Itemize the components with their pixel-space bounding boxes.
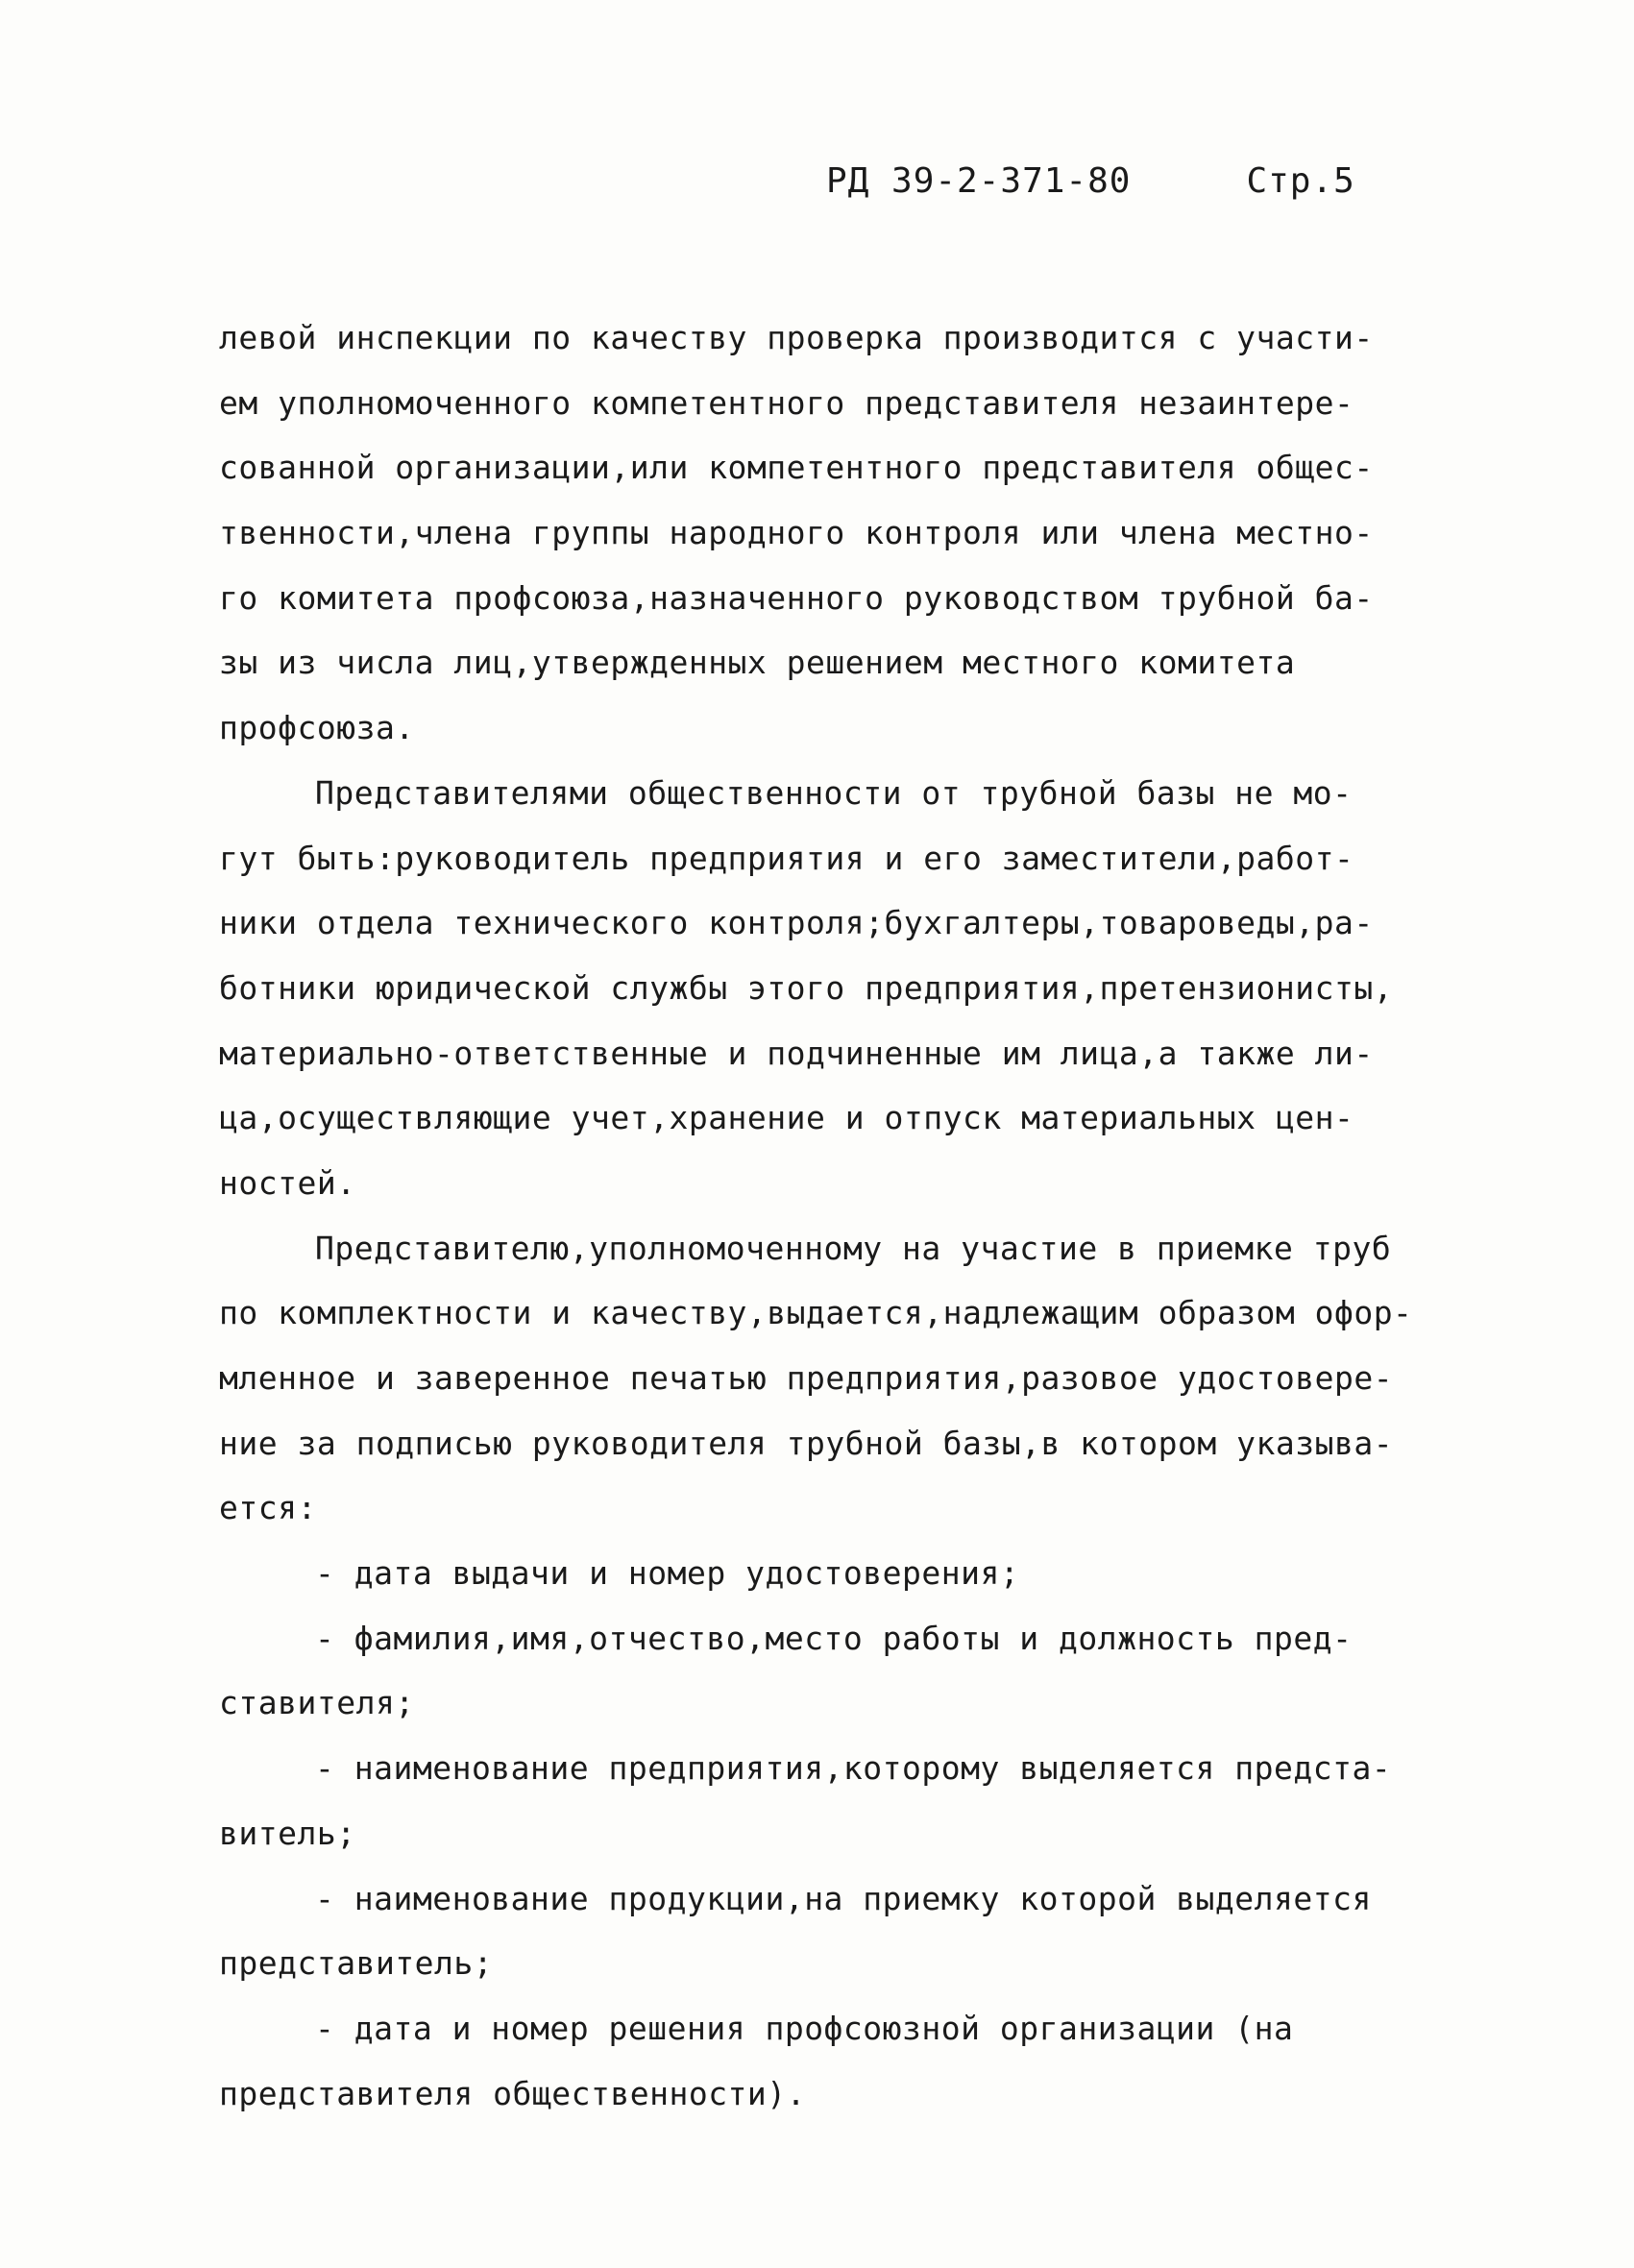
paragraph-first-line: Представителю,уполномоченному на участие в приемке труб [315, 1229, 1392, 1267]
page-number: Стр.5 [1246, 161, 1355, 201]
text-line: витель; [219, 1814, 356, 1852]
text-line: гут быть:руководитель предприятия и его заместители,работ- [219, 839, 1354, 877]
text-line: ники отдела технического контроля;бухгалтеры,товароведы,ра- [219, 904, 1374, 942]
text-line: ставителя; [219, 1684, 415, 1722]
text-line: ем уполномоченного компетентного представителя незаинтере- [219, 383, 1354, 422]
list-item-line: - дата выдачи и номер удостоверения; [315, 1554, 1020, 1593]
text-line: зы из числа лиц,утвержденных решением местного комитета [219, 644, 1296, 682]
text-line: представитель; [219, 1944, 494, 1983]
text-line: ется: [219, 1489, 317, 1527]
list-item-line: - наименование предприятия,которому выделяется предста- [315, 1749, 1392, 1788]
document-number: РД 39-2-371-80 [826, 161, 1132, 201]
page-header [826, 161, 1355, 201]
text-line: ботники юридической службы этого предприятия,претензионисты, [219, 968, 1394, 1007]
list-item-line: - фамилия,имя,отчество,место работы и должность пред- [315, 1619, 1353, 1657]
list-item-line: - наименование продукции,на приемку которой выделяется [315, 1879, 1372, 1917]
text-line: ние за подписью руководителя трубной базы,в котором указыва- [219, 1424, 1394, 1462]
text-line: по комплектности и качеству,выдается,надлежащим образом офор- [219, 1294, 1413, 1332]
text-line: сованной организации,или компетентного представителя общес- [219, 449, 1374, 487]
text-line: материально-ответственные и подчиненные им лица,а также ли- [219, 1034, 1374, 1072]
paragraph-first-line: Представителями общественности от трубной базы не мо- [315, 773, 1353, 812]
text-line: представителя общественности). [219, 2074, 807, 2112]
text-line: ца,осуществляющие учет,хранение и отпуск материальных цен- [219, 1099, 1354, 1137]
body-text [219, 305, 1420, 2126]
text-line: ностей. [219, 1163, 356, 1202]
text-line: твенности,члена группы народного контроля или члена местно- [219, 514, 1374, 552]
text-line: левой инспекции по качеству проверка производится с участи- [219, 319, 1374, 356]
list-item-line: - дата и номер решения профсоюзной организации (на [315, 2009, 1294, 2047]
text-line: мленное и заверенное печатью предприятия,разовое удостовере- [219, 1359, 1394, 1397]
text-line: профсоюза. [219, 709, 415, 747]
text-line: го комитета профсоюза,назначенного руководством трубной ба- [219, 578, 1374, 617]
